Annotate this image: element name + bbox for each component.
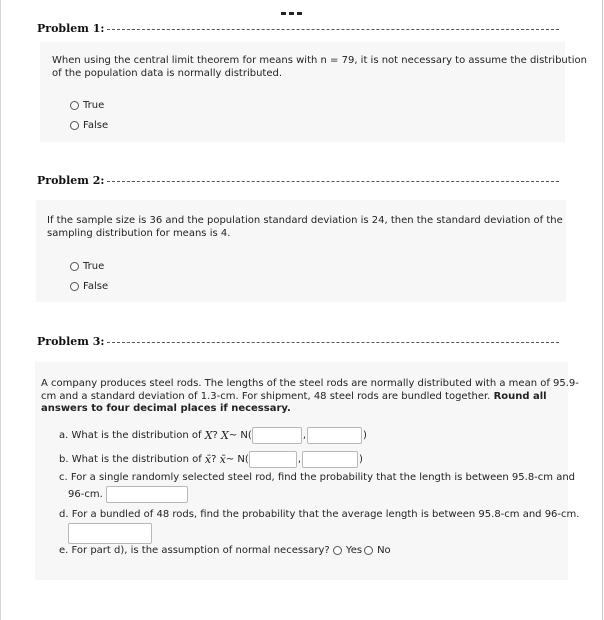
problem-3-intro-line2: cm and a standard deviation of 1.3-cm. For shipment, 48 steel rods are bundled together. Round all	[41, 390, 547, 402]
part-c-line1: c. For a single randomly selected steel rod, find the probability that the length is between 95.8-cm and	[59, 472, 576, 483]
problem-2-option-false[interactable]	[70, 281, 108, 292]
part-d-probability-input[interactable]	[68, 523, 152, 544]
part-d-line1: d. For a bundled of 48 rods, find the probability that the average length is between 95.8-cm and 96-cm.	[59, 509, 580, 520]
problem-1-title: Problem 1:	[37, 22, 105, 35]
part-e-yes-label: Yes	[345, 545, 363, 556]
part-d	[59, 509, 579, 522]
round-instruction-bold: Round all	[493, 390, 547, 402]
option-label: False	[83, 120, 109, 131]
problem-1-option-false[interactable]	[70, 120, 108, 131]
part-e: e. For part d), is the assumption of normal necessary? Yes No	[59, 545, 391, 556]
problem-2-question-line2: sampling distribution for means is 4.	[47, 227, 231, 239]
part-e-yes-radio[interactable]	[333, 546, 342, 555]
top-cutoff-mark	[281, 0, 311, 3]
part-b-mean-input[interactable]	[249, 451, 297, 468]
radio-icon[interactable]	[70, 121, 79, 130]
problem-2-question	[47, 215, 563, 240]
part-b-sd-input[interactable]	[302, 451, 358, 468]
round-instruction-bold-line: answers to four decimal places if necessary.	[41, 403, 291, 414]
problem-2-option-true[interactable]	[70, 261, 104, 272]
problem-1-option-true[interactable]	[70, 100, 104, 111]
problem-3-intro-line1: A company produces steel rods. The lengths of the steel rods are normally distributed with a mean of 95.9-	[41, 378, 579, 389]
part-c-answer-row: 96-cm.	[68, 486, 188, 503]
part-b: b. What is the distribution of x̄ ? x̄ ~ N( , )	[59, 453, 363, 466]
option-label: False	[83, 281, 109, 292]
part-c	[59, 472, 575, 485]
problem-1-question-line1: When using the central limit theorem for means with n = 79, it is not necessary to assume the distribution	[52, 55, 587, 66]
problem-3-heading	[37, 335, 559, 348]
option-label: True	[83, 261, 105, 272]
part-a: a. What is the distribution of X ? X ~ N( , )	[59, 429, 367, 442]
problem-2-question-line1: If the sample size is 36 and the population standard deviation is 24, then the standard deviation of the	[47, 215, 563, 226]
problem-2-heading	[37, 174, 559, 187]
part-e-no-label: No	[377, 545, 391, 556]
problem-3-divider	[107, 342, 559, 343]
option-label: True	[83, 100, 105, 111]
radio-icon[interactable]	[70, 262, 79, 271]
problem-3-intro	[41, 378, 579, 416]
radio-icon[interactable]	[70, 101, 79, 110]
problem-3-title: Problem 3:	[37, 335, 105, 348]
problem-1-question-line2: of the population data is normally distributed.	[52, 67, 283, 79]
problem-1-heading	[37, 22, 559, 35]
problem-1-question	[52, 55, 587, 80]
problem-2-title: Problem 2:	[37, 174, 105, 187]
problem-2-divider	[107, 181, 559, 182]
part-a-sd-input[interactable]	[307, 427, 362, 444]
problem-1-divider	[107, 29, 559, 30]
part-c-probability-input[interactable]	[106, 486, 188, 503]
part-e-no-radio[interactable]	[364, 546, 373, 555]
part-a-mean-input[interactable]	[252, 427, 302, 444]
radio-icon[interactable]	[70, 282, 79, 291]
